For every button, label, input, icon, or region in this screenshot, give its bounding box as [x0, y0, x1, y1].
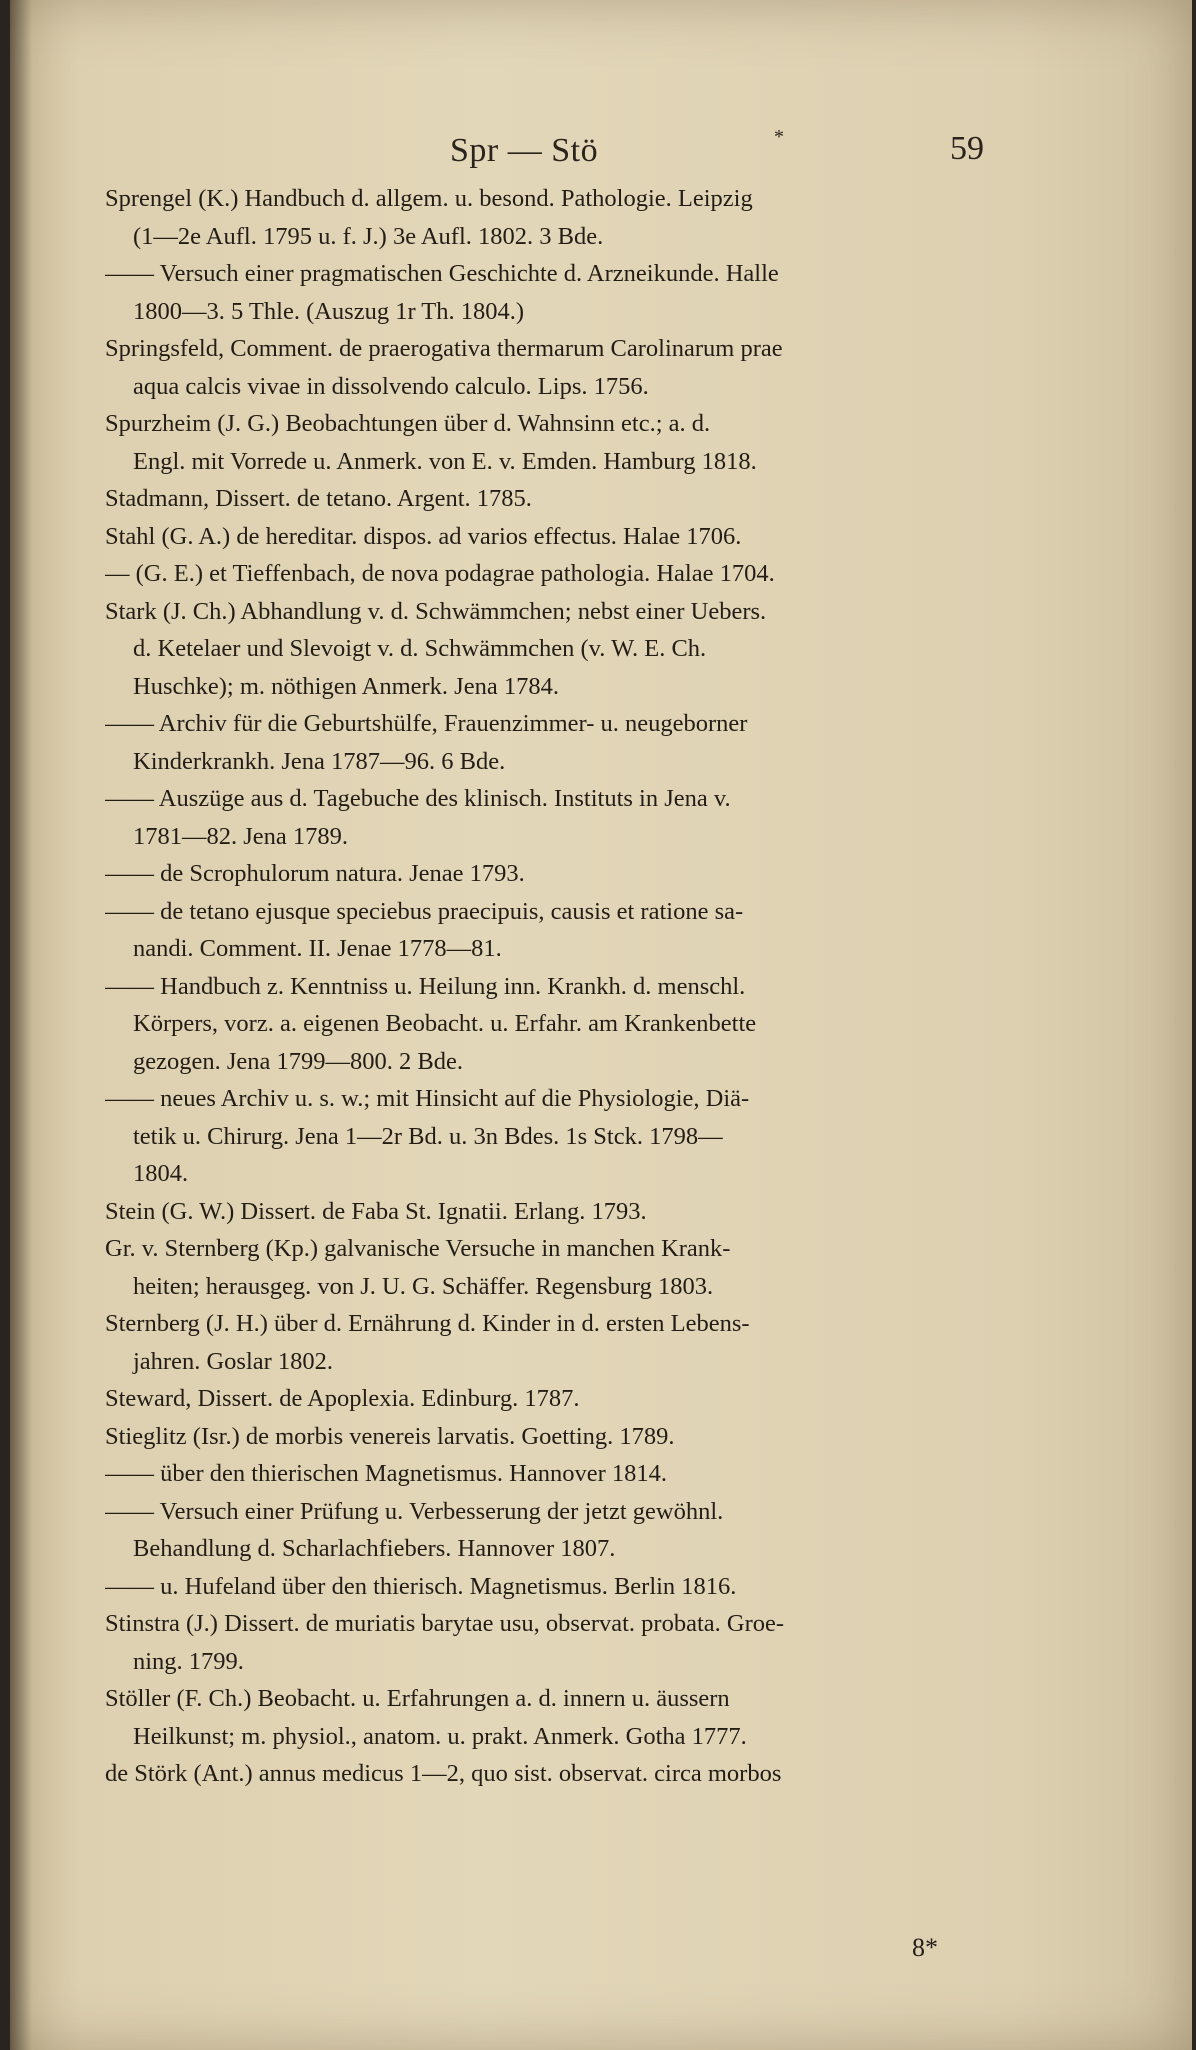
entry-continuation-line: Engl. mit Vorrede u. Anmerk. von E. v. Emden. Hamburg 1818. — [133, 447, 757, 475]
bibliography-entry — [105, 705, 1105, 780]
bibliography-entry — [105, 1493, 1105, 1568]
entry-continuation-line: ning. 1799. — [133, 1647, 244, 1675]
bibliography-entry — [105, 405, 1105, 480]
entry-first-line: — (G. E.) et Tieffenbach, de nova podagrae pathologia. Halae 1704. — [105, 560, 775, 587]
entry-first-line: Stinstra (J.) Dissert. de muriatis barytae usu, observat. probata. Groe- — [105, 1610, 785, 1637]
entry-continuation-line: 1781—82. Jena 1789. — [133, 822, 349, 850]
bibliography-entry — [105, 330, 1105, 405]
bibliography-entry — [105, 780, 1105, 855]
bibliography-entry — [105, 255, 1105, 330]
header-mark: * — [774, 126, 784, 148]
entry-continuation-line: tetik u. Chirurg. Jena 1—2r Bd. u. 3n Bdes. 1s Stck. 1798— — [133, 1122, 723, 1150]
entry-first-line: —— Handbuch z. Kenntniss u. Heilung inn. Krankh. d. menschl. — [105, 972, 746, 1000]
entry-first-line: Gr. v. Sternberg (Kp.) galvanische Versuche in manchen Krank- — [105, 1235, 731, 1262]
entry-continuation-line: nandi. Comment. II. Jenae 1778—81. — [133, 935, 502, 962]
entry-continuation-line: d. Ketelaer und Slevoigt v. d. Schwämmchen (v. W. E. Ch. — [133, 635, 707, 662]
bibliography-entry — [105, 1305, 1105, 1380]
entry-first-line: —— u. Hufeland über den thierisch. Magnetismus. Berlin 1816. — [105, 1572, 737, 1600]
entry-first-line: —— de tetano ejusque speciebus praecipuis, causis et ratione sa- — [105, 897, 744, 925]
bibliography-entry — [105, 1755, 1105, 1793]
book-page — [10, 0, 1192, 2050]
entry-continuation-line: Behandlung d. Scharlachfiebers. Hannover 1807. — [133, 1535, 616, 1562]
entry-first-line: —— über den thierischen Magnetismus. Hannover 1814. — [105, 1460, 668, 1487]
entry-first-line: de Störk (Ant.) annus medicus 1—2, quo sist. observat. circa morbos — [105, 1760, 782, 1787]
entry-first-line: Stark (J. Ch.) Abhandlung v. d. Schwämmchen; nebst einer Uebers. — [105, 597, 767, 625]
bibliography-entry — [105, 555, 1105, 593]
entry-first-line: Sternberg (J. H.) über d. Ernährung d. Kinder in d. ersten Lebens- — [105, 1310, 750, 1337]
entry-first-line: Sprengel (K.) Handbuch d. allgem. u. besond. Pathologie. Leipzig — [105, 185, 753, 212]
entry-first-line: —— Auszüge aus d. Tagebuche des klinisch. Instituts in Jena v. — [105, 785, 731, 812]
entry-continuation-line: gezogen. Jena 1799—800. 2 Bde. — [133, 1047, 463, 1075]
bibliography-entry — [105, 855, 1105, 893]
signature-mark: 8* — [912, 1933, 938, 1962]
entry-first-line: Steward, Dissert. de Apoplexia. Edinburg. 1787. — [105, 1385, 580, 1412]
bibliography-entry — [105, 593, 1105, 706]
running-head: Spr — Stö — [450, 132, 599, 169]
entry-continuation-line: Huschke); m. nöthigen Anmerk. Jena 1784. — [133, 672, 559, 700]
entry-continuation-line: Kinderkrankh. Jena 1787—96. 6 Bde. — [133, 747, 506, 775]
page-header — [10, 128, 1192, 178]
bibliography-entry — [105, 1605, 1105, 1680]
entry-continuation-line: 1804. — [133, 1160, 189, 1187]
bibliography-entry — [105, 1418, 1105, 1456]
entry-continuation-line: Körpers, vorz. a. eigenen Beobacht. u. Erfahr. am Krankenbette — [133, 1010, 757, 1037]
entry-first-line: —— de Scrophulorum natura. Jenae 1793. — [105, 860, 525, 887]
entry-continuation-line: Heilkunst; m. physiol., anatom. u. prakt. Anmerk. Gotha 1777. — [133, 1722, 747, 1750]
bibliography-entry — [105, 1230, 1105, 1305]
bibliography-entries — [105, 180, 1105, 1793]
entry-continuation-line: (1—2e Aufl. 1795 u. f. J.) 3e Aufl. 1802. 3 Bde. — [133, 222, 604, 250]
spine-shadow — [10, 0, 32, 2050]
bibliography-entry — [105, 1680, 1105, 1755]
bibliography-entry — [105, 1568, 1105, 1606]
bibliography-entry — [105, 1380, 1105, 1418]
entry-first-line: —— Versuch einer Prüfung u. Verbesserung der jetzt gewöhnl. — [105, 1497, 724, 1525]
entry-continuation-line: heiten; herausgeg. von J. U. G. Schäffer. Regensburg 1803. — [133, 1272, 714, 1300]
entry-first-line: —— Archiv für die Geburtshülfe, Frauenzimmer- u. neugeborner — [105, 710, 748, 737]
entry-first-line: Springsfeld, Comment. de praerogativa thermarum Carolinarum prae — [105, 335, 783, 362]
entry-first-line: —— neues Archiv u. s. w.; mit Hinsicht auf die Physiologie, Diä- — [105, 1085, 750, 1112]
bibliography-entry — [105, 1080, 1105, 1193]
entry-first-line: Stieglitz (Isr.) de morbis venereis larvatis. Goetting. 1789. — [105, 1422, 675, 1450]
bibliography-entry — [105, 1455, 1105, 1493]
entry-first-line: Spurzheim (J. G.) Beobachtungen über d. Wahnsinn etc.; a. d. — [105, 410, 711, 437]
bibliography-entry — [105, 968, 1105, 1081]
entry-continuation-line: 1800—3. 5 Thle. (Auszug 1r Th. 1804.) — [133, 297, 525, 325]
bibliography-entry — [105, 180, 1105, 255]
bibliography-entry — [105, 480, 1105, 518]
entry-first-line: Stadmann, Dissert. de tetano. Argent. 1785. — [105, 485, 532, 512]
entry-continuation-line: jahren. Goslar 1802. — [133, 1347, 334, 1375]
entry-continuation-line: aqua calcis vivae in dissolvendo calculo. Lips. 1756. — [133, 372, 649, 400]
bibliography-entry — [105, 1193, 1105, 1231]
entry-first-line: —— Versuch einer pragmatischen Geschichte d. Arzneikunde. Halle — [105, 260, 779, 287]
bibliography-entry — [105, 893, 1105, 968]
entry-first-line: Stein (G. W.) Dissert. de Faba St. Ignatii. Erlang. 1793. — [105, 1197, 647, 1225]
entry-first-line: Stahl (G. A.) de hereditar. dispos. ad varios effectus. Halae 1706. — [105, 522, 742, 550]
page-number: 59 — [950, 130, 984, 167]
bibliography-entry — [105, 518, 1105, 556]
entry-first-line: Stöller (F. Ch.) Beobacht. u. Erfahrungen a. d. innern u. äussern — [105, 1685, 730, 1712]
